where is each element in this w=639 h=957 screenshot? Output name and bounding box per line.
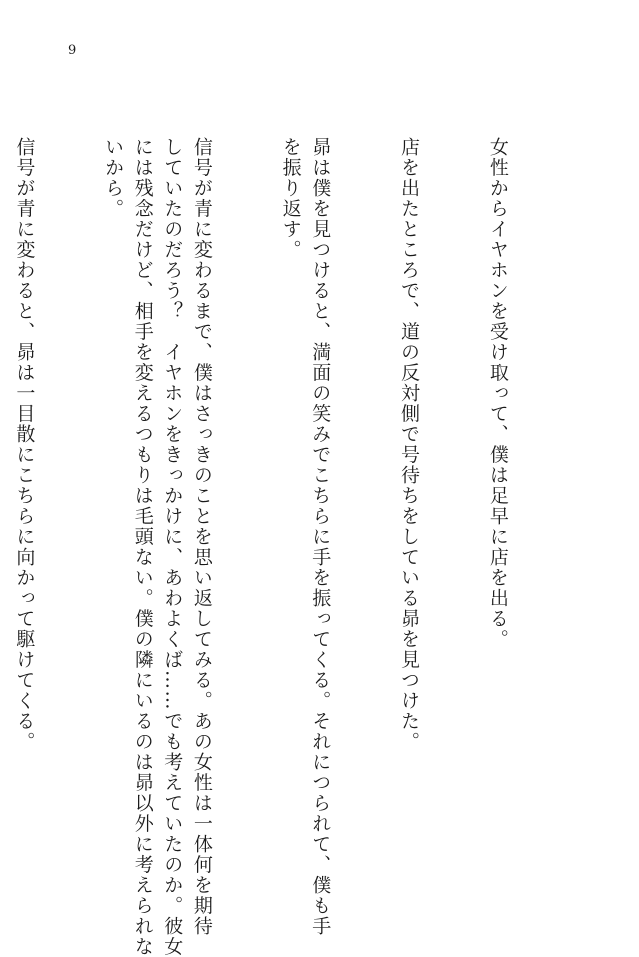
paragraph: 店を出たところで、道の反対側で号待ちをしている昴を見つけた。 (398, 137, 421, 752)
paragraph: 信号が青に変わると、昴は一目散にこちらに向かって駆けてくる。 (13, 137, 36, 752)
page-number: 9 (68, 43, 77, 58)
paragraph: 女性からイヤホンを受け取って、僕は足早に店を出る。 (486, 137, 509, 650)
paragraph: 信号が青に変わるまで、僕はさっきのことを思い返してみる。あの女性は一体何を期待 していたのだろう？ イヤホンをきっかけに、あわよくば……でも考えていたのか。彼女 には残念だけど、相手を変えるつもりは毛頭ない。僕の隣にいるのは昴以外に考えられな いから。 (102, 137, 213, 957)
body-text (0, 118, 571, 957)
paragraph: 昴は僕を見つけると、満面の笑みでこちらに手を振ってくる。それにつられて、僕も手 を振り返す。 (279, 137, 332, 937)
